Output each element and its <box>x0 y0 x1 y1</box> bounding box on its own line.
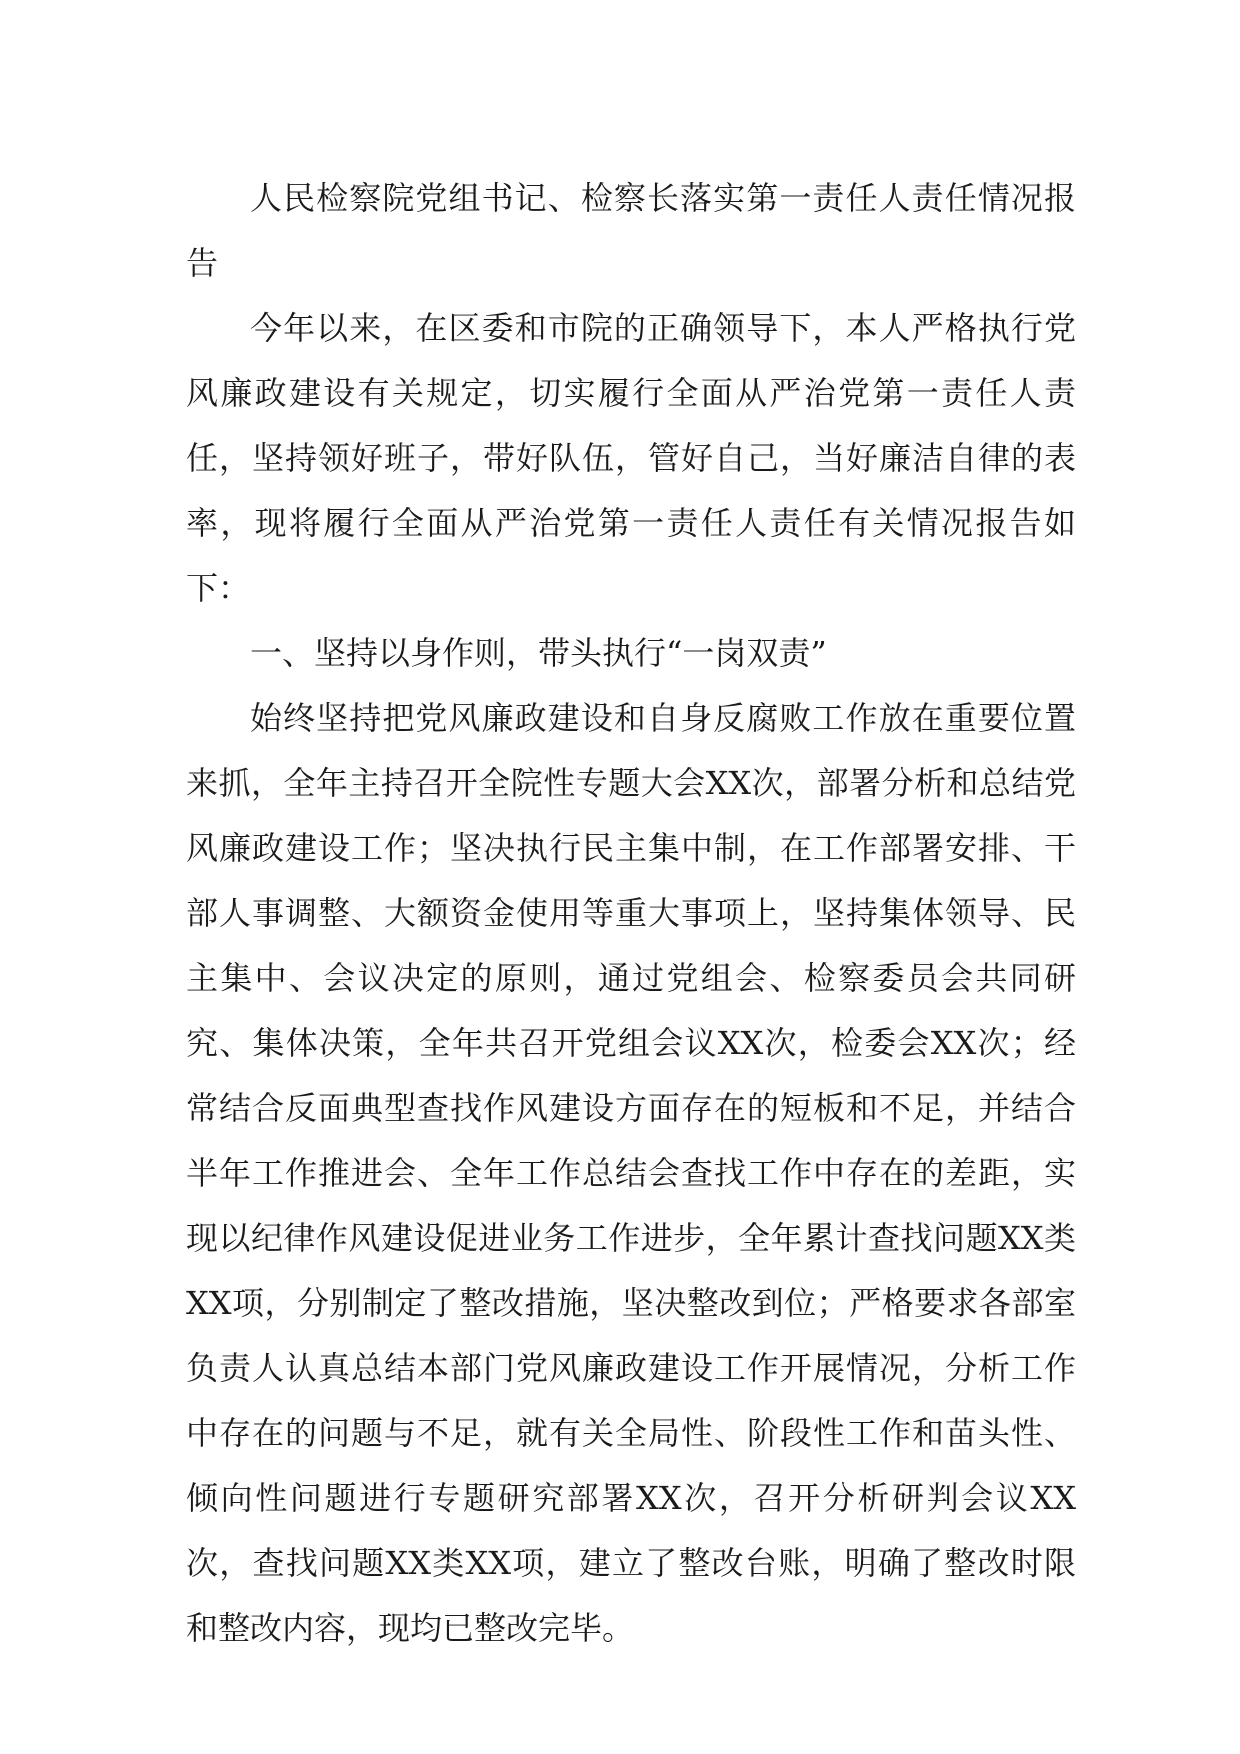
intro-paragraph: 今年以来，在区委和市院的正确领导下，本人严格执行党风廉政建设有关规定，切实履行全面从严治党第一责任人责任，坚持领好班子，带好队伍，管好自己，当好廉洁自律的表率，现将履行全面从严治党第一责任人责任有关情况报告如下： <box>186 309 1076 607</box>
document-title: 人民检察院党组书记、检察长落实第一责任人责任情况报告 <box>186 179 1076 282</box>
section-1-heading: 一、坚持以身作则，带头执行“一岗双责” <box>250 634 827 672</box>
document-body <box>186 166 1076 1661</box>
section-1-paragraph: 始终坚持把党风廉政建设和自身反腐败工作放在重要位置来抓，全年主持召开全院性专题大会XX次，部署分析和总结党风廉政建设工作；坚决执行民主集中制，在工作部署安排、干部人事调整、大额资金使用等重大事项上，坚持集体领导、民主集中、会议决定的原则，通过党组会、检察委员会共同研究、集体决策，全年共召开党组会议XX次，检委会XX次；经常结合反面典型查找作风建设方面存在的短板和不足，并结合半年工作推进会、全年工作总结会查找工作中存在的差距，实现以纪律作风建设促进业务工作进步，全年累计查找问题XX类XX项，分别制定了整改措施，坚决整改到位；严格要求各部室负责人认真总结本部门党风廉政建设工作开展情况，分析工作中存在的问题与不足，就有关全局性、阶段性工作和苗头性、倾向性问题进行专题研究部署XX次，召开分析研判会议XX次，查找问题XX类XX项，建立了整改台账，明确了整改时限和整改内容，现均已整改完毕。 <box>186 699 1076 1647</box>
